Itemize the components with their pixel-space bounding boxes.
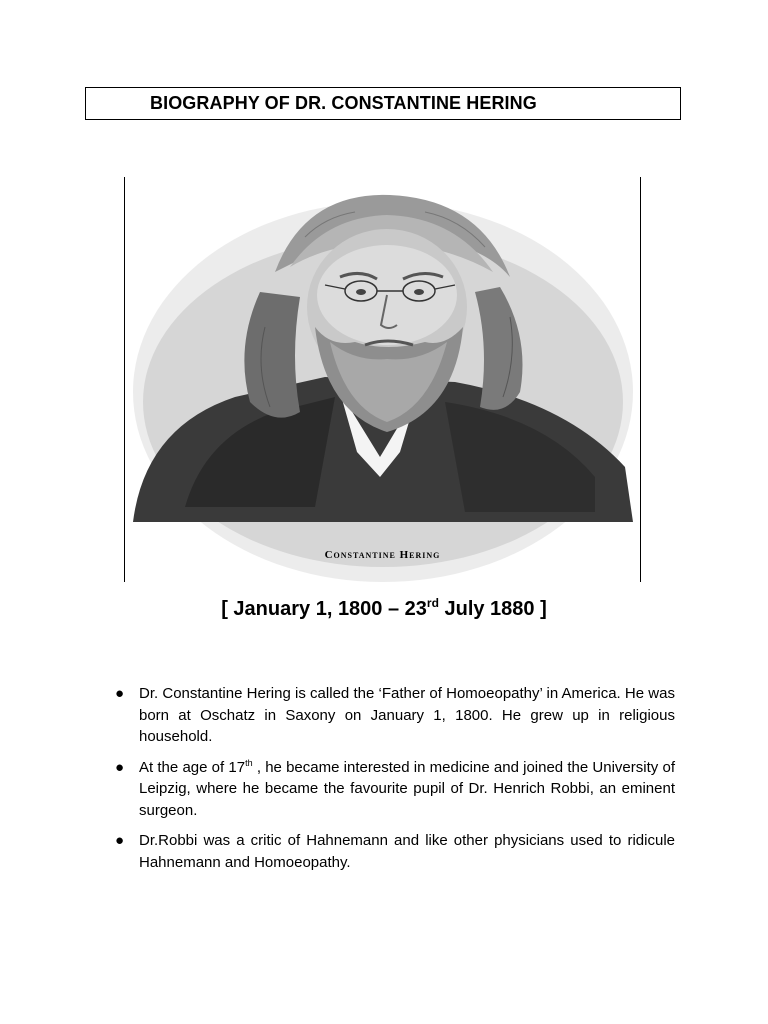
portrait-frame: [124, 177, 641, 582]
list-item: [112, 830, 675, 873]
dates-start: [ January 1, 1800 – 23: [221, 598, 427, 620]
list-item-text-start: At the age of 17: [139, 758, 246, 776]
biography-list: [112, 683, 675, 882]
list-item-text-end: , he became interested in medicine and joined the University of Leipzig, where he became the favourite pupil of Dr. Henrich Robbi, an eminent surgeon.: [139, 758, 675, 819]
title-box: [85, 87, 681, 120]
bullet-icon: ●: [115, 685, 125, 702]
list-item-text: Dr.Robbi was a critic of Hahnemann and like other physicians used to ridicule Hahnemann and Homoeopathy.: [139, 832, 675, 871]
list-item-superscript: th: [245, 757, 253, 768]
dates-superscript: rd: [426, 596, 439, 610]
dates-end: July 1880 ]: [438, 598, 547, 620]
page-title: BIOGRAPHY OF DR. CONSTANTINE HERING: [150, 93, 537, 113]
bullet-icon: ●: [115, 758, 125, 776]
list-item: [112, 757, 675, 822]
list-item: [112, 683, 675, 748]
portrait-image: [125, 177, 640, 582]
portrait-caption: Constantine Hering: [324, 549, 441, 561]
life-dates: [0, 598, 768, 621]
list-item-text: Dr. Constantine Hering is called the ‘Father of Homoeopathy’ in America. He was born at Oschatz in Saxony on January 1, 1800. He grew up in religious household.: [139, 685, 675, 745]
bullet-icon: ●: [115, 832, 125, 849]
